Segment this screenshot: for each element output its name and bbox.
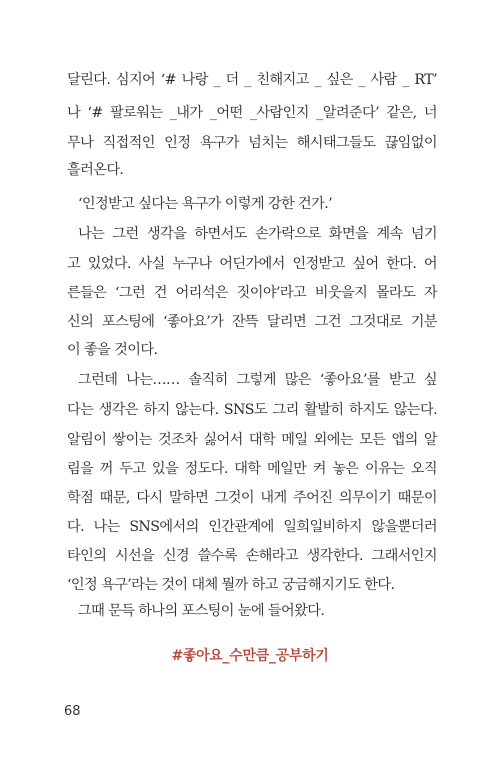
body-line-11: 그런데 나는…… 솔직히 그렇게 많은 ‘좋아요’를 받고 싶 — [78, 372, 437, 388]
body-line-8: 른들은 ‘그런 건 어리석은 짓이야’라고 비웃을지 몰라도 자 — [67, 285, 437, 301]
body-line-14: 림을 꺼 두고 있을 정도다. 대학 메일만 켜 놓은 이유는 오직 — [67, 461, 437, 477]
body-line-12: 다는 생각은 하지 않는다. SNS도 그리 활발히 하지도 않는다. — [67, 402, 437, 418]
body-line-18: ‘인정 욕구’라는 것이 대체 뭘까 하고 궁금해지기도 한다. — [67, 577, 395, 593]
body-line-17: 타인의 시선을 신경 쓸수록 손해라고 생각한다. 그래서인지 — [67, 548, 437, 564]
page-number: 68 — [64, 704, 81, 719]
body-line-9: 신의 포스팅에 ‘좋아요’가 잔뜩 달리면 그건 그것대로 기분 — [67, 314, 437, 330]
body-line-2: 나 ‘# 팔로워는 _내가 _어떤 _사람인지 _알려준다’ 같은, 너 — [67, 105, 437, 121]
body-line-16: 다. 나는 SNS에서의 인간관계에 일희일비하지 않을뿐더러 — [67, 519, 437, 535]
body-line-4: 흘러온다. — [67, 162, 124, 178]
hashtag-heading: #좋아요_수만큼_공부하기 — [171, 648, 329, 664]
body-line-6: 나는 그런 생각을 하면서도 손가락으로 화면을 계속 넘기 — [78, 226, 437, 242]
body-line-19: 그때 문득 하나의 포스팅이 눈에 들어왔다. — [78, 603, 325, 619]
body-line-10: 이 좋을 것이다. — [67, 342, 158, 358]
body-line-3: 무나 직접적인 인정 욕구가 넘치는 해시태그들도 끊임없이 — [67, 135, 437, 151]
body-line-13: 알림이 쌓이는 것조차 싫어서 대학 메일 외에는 모든 앱의 알 — [67, 432, 437, 448]
body-line-5: ‘인정받고 싶다는 욕구가 이렇게 강한 건가.’ — [78, 196, 333, 212]
body-line-7: 고 있었다. 사실 누구나 어딘가에서 인정받고 싶어 한다. 어 — [67, 256, 437, 272]
body-line-1: 달린다. 심지어 ‘# 나랑 _ 더 _ 친해지고 _ 싶은 _ 사람 _ RT’ — [67, 72, 437, 88]
body-line-15: 학점 때문, 다시 말하면 그것이 내게 주어진 의무이기 때문이 — [67, 490, 437, 506]
